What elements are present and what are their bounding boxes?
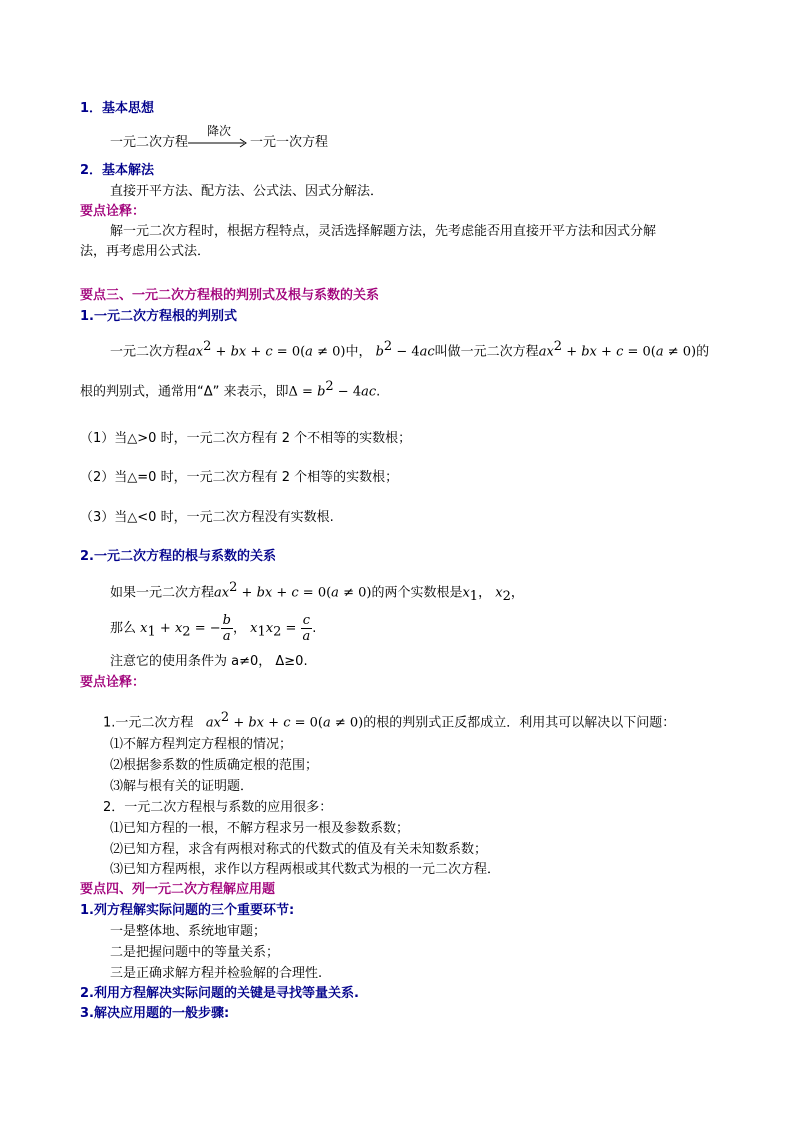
s4-point1-b: 二是把握问题中的等量关系； bbox=[110, 945, 280, 960]
case-negative: （3）当△<0 时，一元二次方程没有实数根. bbox=[80, 510, 334, 525]
note1-line2: 法，再考虑用公式法． bbox=[80, 244, 211, 259]
section-title-word-problems: 要点四、列一元二次方程解应用题 bbox=[80, 882, 276, 897]
reduction-right: 一元一次方程 bbox=[250, 135, 329, 150]
reduction-diagram bbox=[110, 124, 329, 152]
note-title-2: 要点诠释： bbox=[80, 675, 146, 690]
note2-sub5: ⑵已知方程，求含有两根对称式的代数式的值及有关未知数系数； bbox=[110, 842, 488, 857]
fraction-b-over-a: $\frac{b}{a}$ bbox=[222, 613, 231, 644]
note2-item2: 2．一元二次方程根与系数的应用很多： bbox=[103, 800, 333, 815]
s4-point3: 3.解决应用题的一般步骤: bbox=[80, 1006, 230, 1021]
reduction-left: 一元二次方程 bbox=[110, 135, 189, 150]
note-title-1: 要点诠释： bbox=[80, 204, 146, 219]
note1-line1: 解一元二次方程时，根据方程特点，灵活选择解题方法，先考虑能否用直接开平方法和因式分解 bbox=[110, 224, 657, 239]
subsection-title-discriminant: 1.一元二次方程根的判别式 bbox=[80, 309, 237, 324]
right-arrow-icon bbox=[188, 137, 250, 149]
section-title-discriminant-vieta: 要点三、一元二次方程根的判别式及根与系数的关系 bbox=[80, 288, 380, 303]
vieta-condition: 注意它的使用条件为 a≠0， Δ≥0. bbox=[110, 654, 308, 669]
case-positive: （1）当△>0 时，一元二次方程有 2 个不相等的实数根； bbox=[80, 431, 412, 446]
note2-sub6: ⑶已知方程两根，求作以方程两根或其代数式为根的一元二次方程． bbox=[110, 862, 501, 877]
arrow-label: 降次 bbox=[207, 124, 232, 138]
section-title-basic-idea: 1．基本思想 bbox=[80, 101, 155, 116]
s4-point1-a: 一是整体地、系统地审题； bbox=[110, 924, 267, 939]
vieta-line1: 如果一元二次方程$ax^2$ + bx + c = 0(a ≠ 0)的两个实数根是$x_1$， $x_2$， bbox=[110, 580, 524, 604]
discriminant-paragraph-line1: 一元二次方程$ax^2$ + bx + c = 0(a ≠ 0)中， $b^2 - 4ac$叫做一元二次方程$ax^2$ + bx + c = 0(a ≠ 0)的 bbox=[110, 339, 710, 360]
note2-sub2: ⑵根据参系数的性质确定根的范围； bbox=[110, 758, 319, 773]
s4-point1-c: 三是正确求解方程并检验解的合理性. bbox=[110, 966, 323, 981]
s4-point2: 2.利用方程解决实际问题的关键是寻找等量关系. bbox=[80, 986, 359, 1001]
note2-sub4: ⑴已知方程的一根，不解方程求另一根及参数系数； bbox=[110, 821, 410, 836]
reduction-arrow bbox=[188, 124, 250, 152]
vieta-formula: 那么 $x_1 + x_2$ = − $\frac{b}{a}$ ， $x_1x_2$ = $\frac{c}{a}$ . bbox=[110, 613, 317, 644]
subsection-title-vieta: 2.一元二次方程的根与系数的关系 bbox=[80, 549, 276, 564]
section-title-basic-methods: 2．基本解法 bbox=[80, 163, 155, 178]
note2-item1: 1.一元二次方程 $ax^2$ + bx + c = 0(a ≠ 0)的根的判别式正反都成立．利用其可以解决以下问题： bbox=[103, 710, 676, 731]
discriminant-paragraph-line2: 根的判别式，通常用“Δ” 来表示，即$\Delta = b^2 - 4ac$. bbox=[80, 379, 381, 400]
note2-sub1: ⑴不解方程判定方程根的情况； bbox=[110, 737, 293, 752]
note2-sub3: ⑶解与根有关的证明题． bbox=[110, 779, 254, 794]
case-zero: （2）当△=0 时，一元二次方程有 2 个相等的实数根； bbox=[80, 470, 399, 485]
s4-point1: 1.列方程解实际问题的三个重要环节: bbox=[80, 903, 295, 918]
fraction-c-over-a: $\frac{c}{a}$ bbox=[302, 613, 311, 644]
basic-methods-text: 直接开平方法、配方法、公式法、因式分解法． bbox=[110, 184, 384, 199]
